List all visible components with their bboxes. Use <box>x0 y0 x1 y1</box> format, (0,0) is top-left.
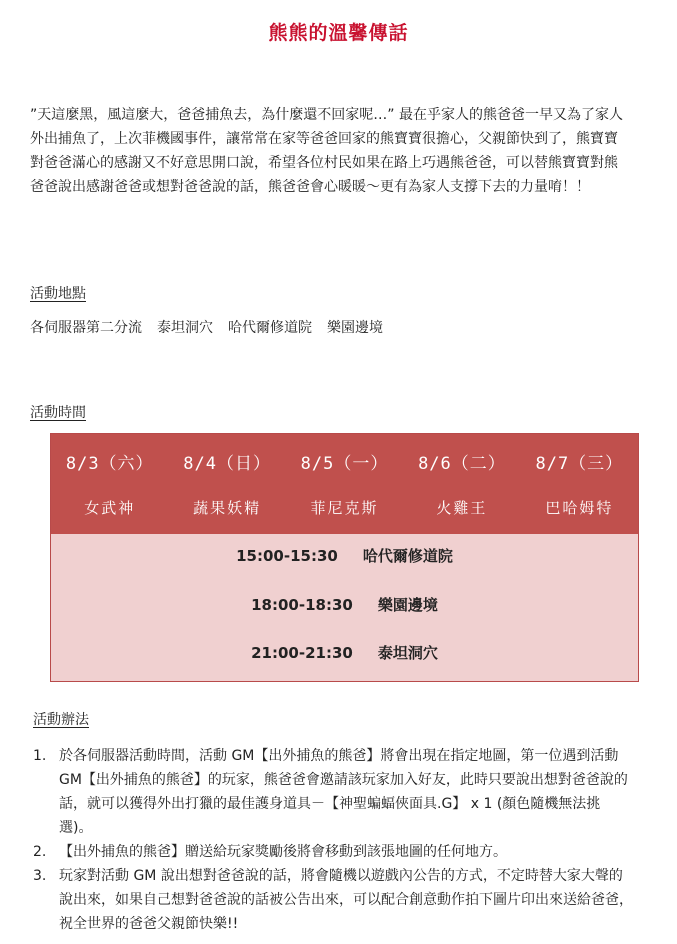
rule-item <box>33 840 633 864</box>
schedule-column <box>168 434 285 534</box>
method-heading: 活動辦法 <box>33 712 89 728</box>
schedule-date: 8/4（日） <box>183 454 271 474</box>
slot-time: 21:00-21:30 <box>251 644 353 662</box>
rule-number: 2. <box>33 844 47 860</box>
rule-number: 1. <box>33 748 47 764</box>
location-item: 哈代爾修道院 <box>228 320 312 336</box>
time-slot <box>51 594 638 615</box>
schedule-boss: 菲尼克斯 <box>310 499 379 517</box>
schedule-boss: 蔬果妖精 <box>193 499 262 517</box>
schedule-header <box>51 434 638 534</box>
schedule-boss: 女武神 <box>84 499 136 517</box>
time-heading: 活動時間 <box>30 405 86 421</box>
schedule-table <box>50 433 639 682</box>
schedule-date: 8/3（六） <box>65 454 154 474</box>
slot-time: 18:00-18:30 <box>251 596 353 614</box>
rule-text: 於各伺服器活動時間，活動 GM【出外捕魚的熊爸】將會出現在指定地圖，第一位遇到活動 GM【出外捕魚的熊爸】的玩家，熊爸爸會邀請該玩家加入好友，此時只要說出想對爸爸說的話，就可以獲得外出打獵的最佳護身道具－【神聖蝙蝠俠面具.G】 x 1 (顏色隨機無法挑選)。 <box>59 748 628 836</box>
slot-place: 樂園邊境 <box>377 596 438 614</box>
time-slot <box>51 642 638 663</box>
location-item: 樂園邊境 <box>327 320 383 336</box>
rules-list <box>33 744 633 936</box>
location-heading: 活動地點 <box>30 286 86 302</box>
page-title: 熊熊的溫馨傳話 <box>268 22 409 44</box>
schedule-column <box>403 434 520 534</box>
location-item: 泰坦洞穴 <box>157 320 213 336</box>
schedule-boss: 巴哈姆特 <box>545 499 614 517</box>
rule-number: 3. <box>33 868 47 884</box>
intro-paragraph: ”天這麼黑，風這麼大，爸爸捕魚去，為什麼還不回家呢…” 最在乎家人的熊爸爸一早又為了家人外出捕魚了，上次菲機國事件，讓常常在家等爸爸回家的熊寶寶很擔心，父親節快到了，熊寶寶對爸爸滿心的感謝又不好意思開口說，希望各位村民如果在路上巧遇熊爸爸，可以替熊寶寶對熊爸爸說出感謝爸爸或想對爸爸說的話，熊爸爸會心暖暖～更有為家人支撐下去的力量唷！！ <box>30 107 623 195</box>
rule-text: 【出外捕魚的熊爸】贈送給玩家獎勵後將會移動到該張地圖的任何地方。 <box>59 844 507 860</box>
schedule-column <box>51 434 168 534</box>
schedule-slots <box>51 534 638 681</box>
rule-item <box>33 864 633 936</box>
rule-text: 玩家對活動 GM 說出想對爸爸說的話，將會隨機以遊戲內公告的方式，不定時替大家大聲的說出來，如果自己想對爸爸說的話被公告出來，可以配合創意動作拍下圖片印出來送給爸爸，祝全世界的爸爸父親節快樂!! <box>59 868 633 932</box>
slot-place: 哈代爾修道院 <box>362 547 453 565</box>
rule-item <box>33 744 633 840</box>
location-list <box>30 317 383 337</box>
schedule-date: 8/5（一） <box>300 454 389 474</box>
schedule-column <box>286 434 403 534</box>
schedule-boss: 火雞王 <box>436 499 488 517</box>
schedule-column <box>521 434 638 534</box>
slot-time: 15:00-15:30 <box>236 547 338 565</box>
schedule-date: 8/6（二） <box>418 454 506 474</box>
schedule-date: 8/7（三） <box>535 454 624 474</box>
slot-place: 泰坦洞穴 <box>377 644 438 662</box>
location-item: 各伺服器第二分流 <box>30 320 142 336</box>
time-slot <box>51 545 638 566</box>
